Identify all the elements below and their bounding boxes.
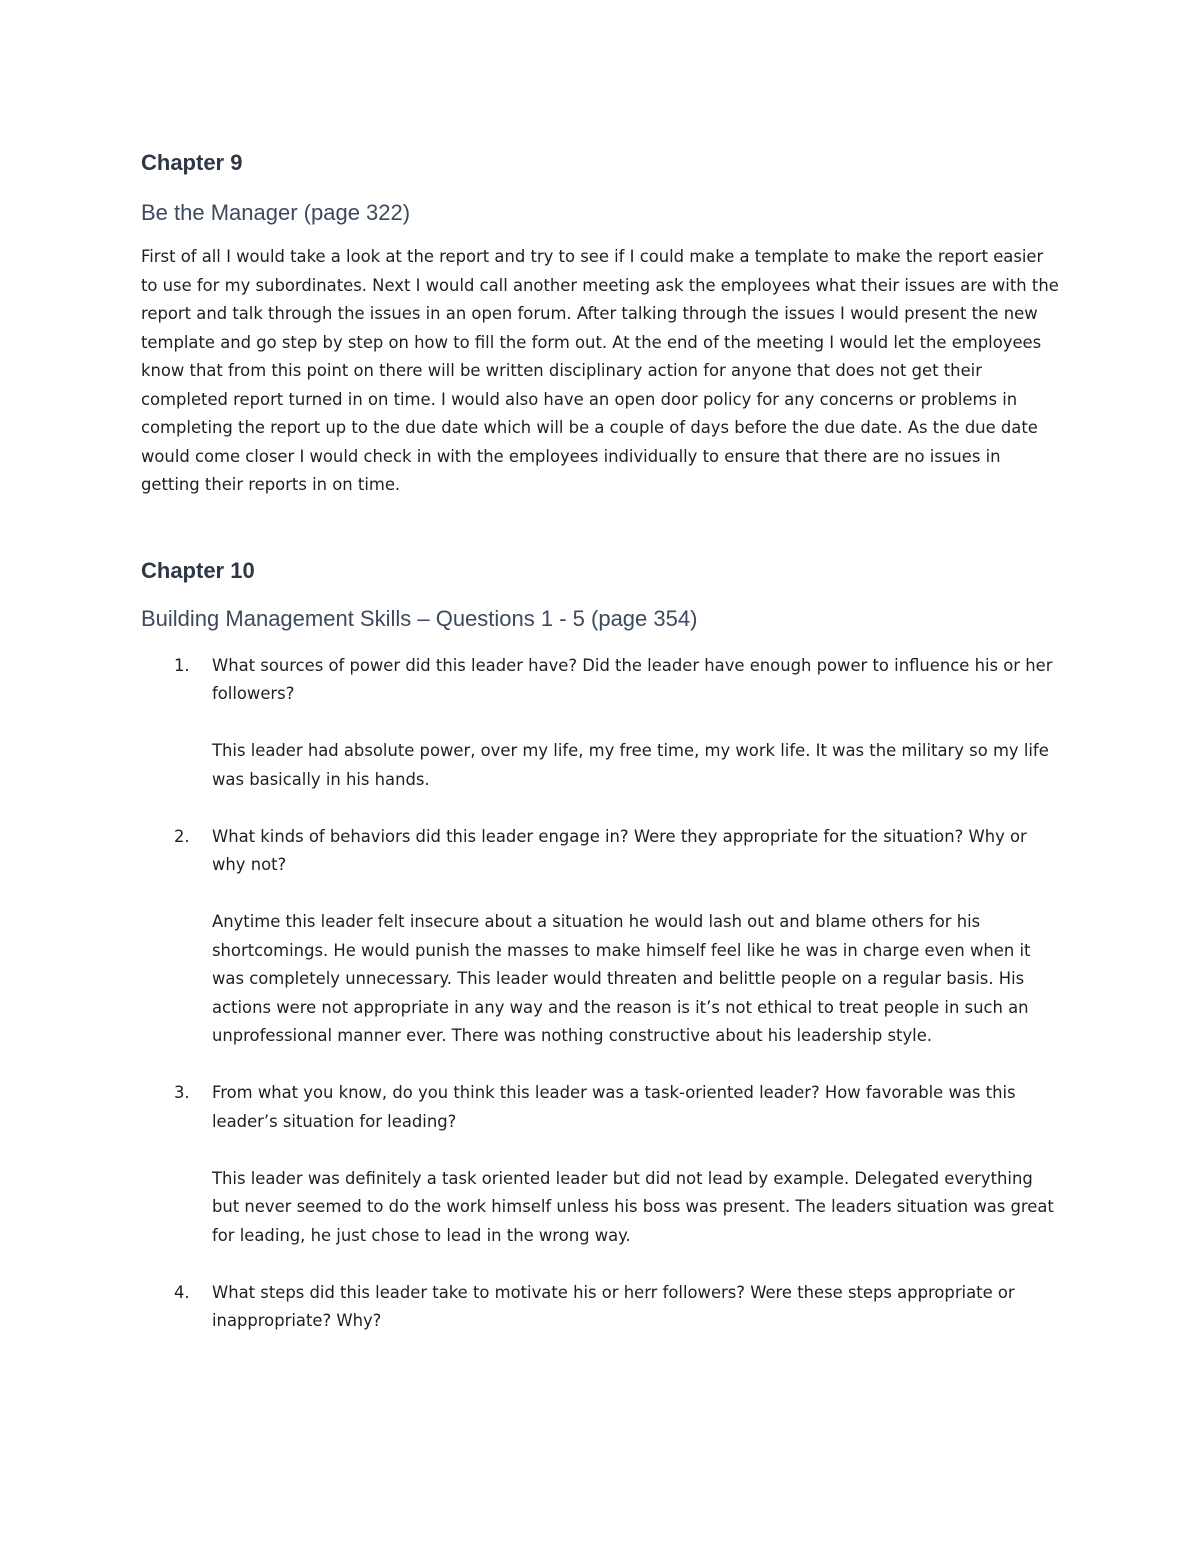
answer-text: This leader was definitely a task oriented leader but did not lead by example. Delegated everything but never seemed to do the work himself unless his boss was present. The leaders situation was great for leading, he just chose to lead in the wrong way.	[212, 1168, 1054, 1245]
chapter-10-subheading: Building Management Skills – Questions 1 - 5 (page 354)	[141, 605, 698, 631]
question-text: What sources of power did this leader have? Did the leader have enough power to influence his or her followers?	[212, 655, 1053, 703]
chapter-9-heading: Chapter 9	[141, 150, 243, 175]
question-number: 2.	[174, 826, 190, 846]
question-item-2	[141, 823, 1061, 1051]
question-number: 1.	[174, 655, 190, 675]
question-list	[141, 652, 1061, 1336]
answer-text: Anytime this leader felt insecure about a situation he would lash out and blame others for his shortcomings. He would punish the masses to make himself feel like he was in charge even when it was completely unnecessary. This leader would threaten and belittle people on a regular basis. His actions were not appropriate in any way and the reason is it’s not ethical to treat people in such an unprofessional manner ever. There was nothing constructive about his leadership style.	[212, 912, 1031, 1045]
question-text: What kinds of behaviors did this leader engage in? Were they appropriate for the situation? Why or why not?	[212, 826, 1027, 874]
question-text: From what you know, do you think this leader was a task-oriented leader? How favorable was this leader’s situation for leading?	[212, 1083, 1016, 1131]
chapter-10-heading: Chapter 10	[141, 557, 255, 583]
question-number: 3.	[174, 1083, 190, 1102]
question-text: What steps did this leader take to motivate his or herr followers? Were these steps appropriate or inappropriate? Why?	[212, 1282, 1015, 1330]
question-item-4	[141, 1279, 1061, 1336]
question-number: 4.	[174, 1282, 190, 1302]
chapter-9-subheading: Be the Manager (page 322)	[141, 200, 411, 225]
question-item-1	[141, 652, 1061, 795]
document-content	[141, 143, 1061, 1364]
question-item-3	[141, 1079, 1061, 1250]
answer-text: This leader had absolute power, over my life, my free time, my work life. It was the military so my life was basically in his hands.	[212, 741, 1049, 789]
chapter-9-paragraph: First of all I would take a look at the report and try to see if I could make a template to make the report easier to use for my subordinates. Next I would call another meeting ask the employees what their issues are with the report and talk through the issues in an open forum. After talking through the issues I would present the new template and go step by step on how to fill the form out. At the end of the meeting I would let the employees know that from this point on there will be written disciplinary action for anyone that does not get their completed report turned in on time. I would also have an open door policy for any concerns or problems in completing the report up to the due date which will be a couple of days before the due date. As the due date would come closer I would check in with the employees individually to ensure that there are no issues in getting their reports in on time.	[141, 247, 1059, 494]
